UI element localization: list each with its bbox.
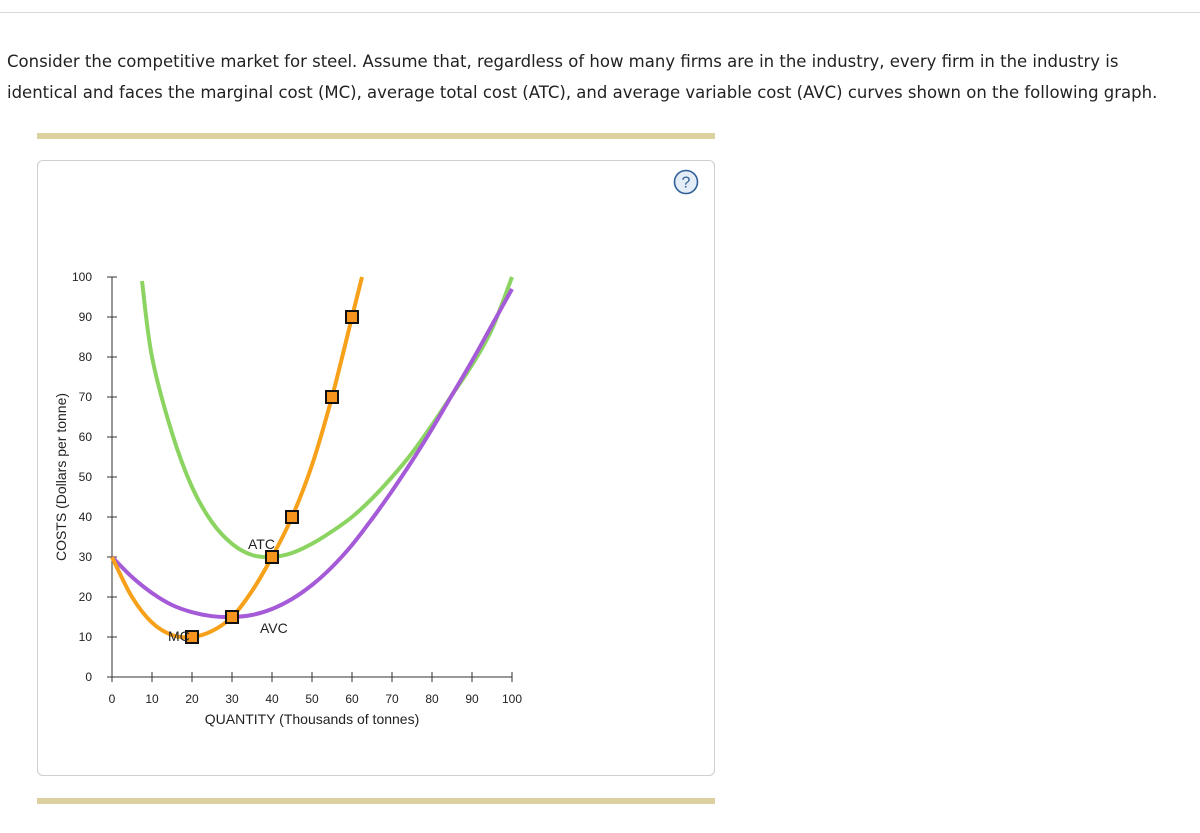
x-tick-label: 0 [108, 692, 116, 706]
x-tick-label: 30 [225, 692, 239, 706]
x-tick-label: 60 [345, 692, 359, 706]
x-tick-label: 70 [385, 692, 399, 706]
mc-point-marker [326, 391, 338, 403]
mc-point-marker [266, 551, 278, 563]
y-tick-label: 70 [78, 390, 92, 404]
x-tick-label: 50 [305, 692, 319, 706]
y-tick-label: 0 [85, 670, 92, 684]
y-tick-label: 90 [78, 310, 92, 324]
curve-label-mc: MC [168, 628, 190, 644]
x-tick-label: 80 [425, 692, 439, 706]
y-axis-label: COSTS (Dollars per tonne) [53, 392, 69, 562]
graph-bottom-border [37, 798, 715, 804]
avc-curve [112, 289, 512, 617]
mc-point-marker [286, 511, 298, 523]
x-tick-label: 100 [501, 692, 523, 706]
mc-point-marker [346, 311, 358, 323]
y-tick-label: 40 [78, 510, 92, 524]
y-tick-label: 30 [78, 550, 92, 564]
x-tick-label: 10 [145, 692, 159, 706]
x-axis-label: QUANTITY (Thousands of tonnes) [204, 711, 420, 727]
help-label: ? [681, 174, 691, 192]
x-tick-label: 40 [265, 692, 279, 706]
curve-label-atc: ATC [248, 536, 275, 552]
mc-point-marker [226, 611, 238, 623]
curve-label-avc: AVC [260, 620, 288, 636]
y-tick-label: 50 [78, 470, 92, 484]
y-tick-label: 100 [71, 270, 92, 284]
x-tick-label: 20 [185, 692, 199, 706]
y-tick-label: 60 [78, 430, 92, 444]
y-tick-label: 20 [78, 590, 92, 604]
y-tick-label: 80 [78, 350, 92, 364]
question-text: Consider the competitive market for steel. Assume that, regardless of how many firms are in the industry, every firm in the industry is identical and faces the marginal cost (MC), average total cost (ATC), and average variable cost (AVC) curves shown on the following graph. [7, 51, 1158, 102]
x-tick-label: 90 [465, 692, 479, 706]
y-tick-label: 10 [78, 630, 92, 644]
